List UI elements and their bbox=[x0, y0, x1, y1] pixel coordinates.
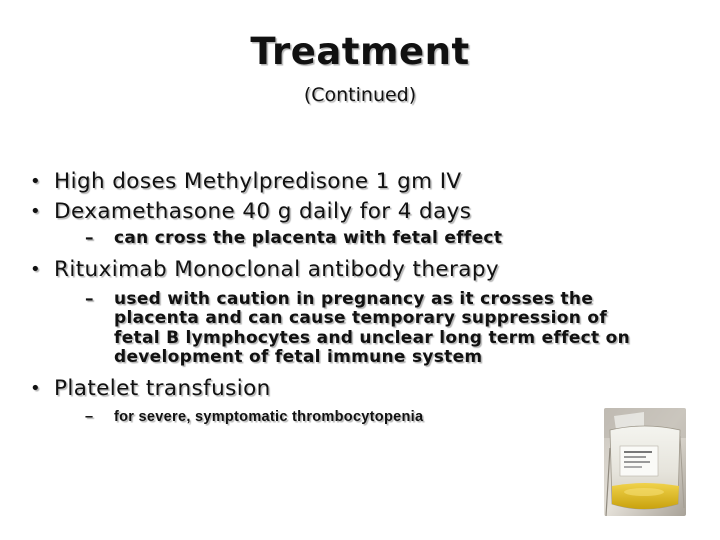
platelet-bag-image bbox=[604, 408, 686, 516]
bullet-text: Dexamethasone 40 g daily for 4 days bbox=[54, 199, 472, 224]
bullet-marker: • bbox=[30, 171, 42, 192]
slide-subtitle: (Continued) bbox=[303, 84, 417, 106]
bullet-item-platelet-transfusion bbox=[30, 375, 680, 403]
dash-marker: – bbox=[85, 408, 94, 425]
bullet-list bbox=[30, 168, 680, 427]
bullet-item-methylprednisolone bbox=[30, 168, 680, 196]
dash-marker: – bbox=[85, 228, 94, 248]
bullet-marker: • bbox=[30, 258, 42, 280]
bullet-text: Platelet transfusion bbox=[54, 375, 271, 401]
dash-marker: – bbox=[85, 288, 94, 309]
bullet-marker: • bbox=[30, 201, 42, 222]
platelet-bag-photo bbox=[604, 408, 686, 516]
sub-item-text: can cross the placenta with fetal effect bbox=[114, 228, 503, 248]
sub-item-rituximab-caution bbox=[85, 290, 680, 368]
bullet-text: High doses Methylpredisone 1 gm IV bbox=[54, 169, 462, 194]
sub-item-placenta-effect bbox=[85, 229, 680, 249]
bullet-item-dexamethasone bbox=[30, 198, 680, 226]
bullet-text: Rituximab Monoclonal antibody therapy bbox=[54, 256, 499, 282]
sub-item-thrombocytopenia bbox=[85, 408, 680, 428]
sub-item-text: for severe, symptomatic thrombocytopenia bbox=[114, 408, 424, 425]
slide-title: Treatment bbox=[250, 30, 470, 73]
sub-item-text: used with caution in pregnancy as it crosses the placenta and can cause temporary suppression of fetal B lymphocytes and unclear long term effect on development of fetal immune system bbox=[114, 288, 631, 367]
bullet-marker: • bbox=[30, 377, 42, 399]
bullet-item-rituximab bbox=[30, 256, 680, 284]
